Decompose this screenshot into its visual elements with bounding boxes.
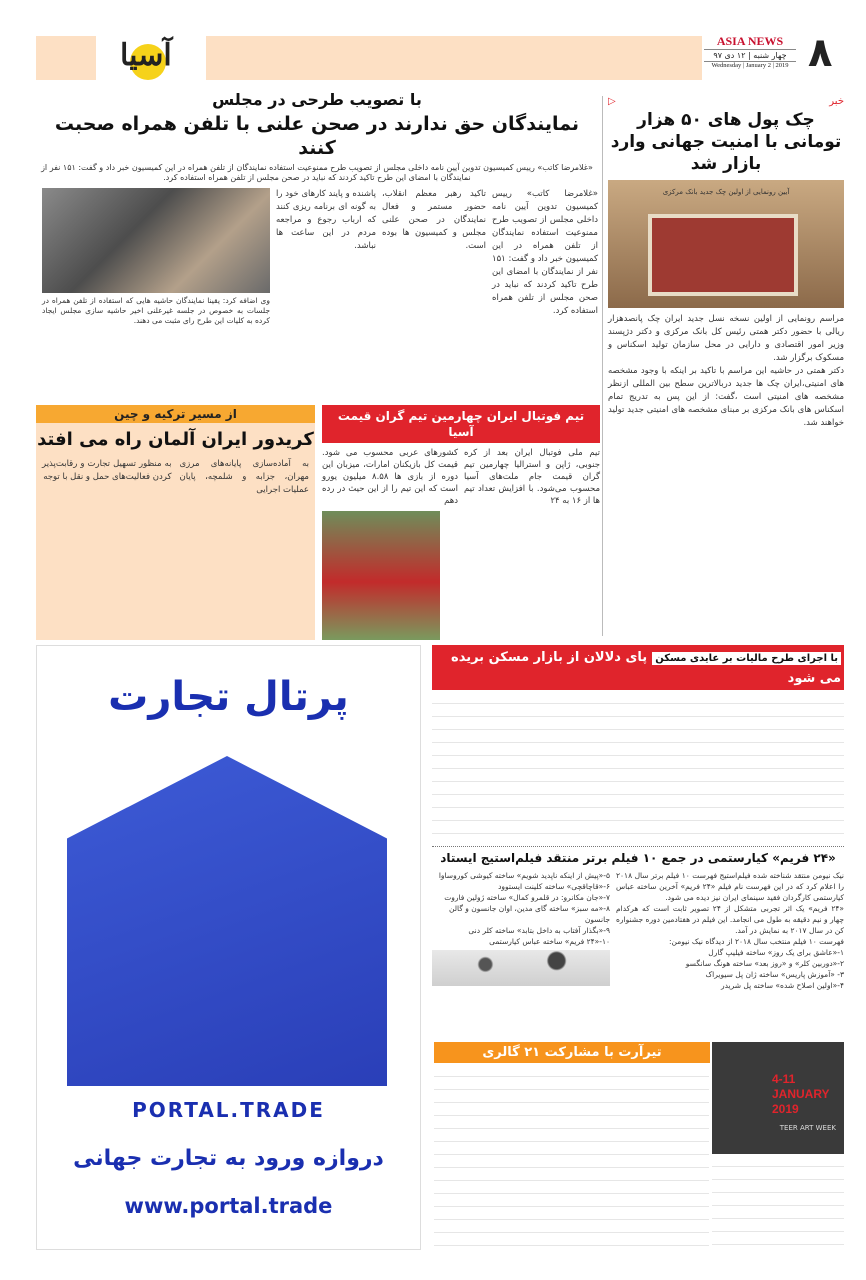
banknote-image — [648, 214, 798, 296]
play-icon: ▷ — [608, 96, 616, 107]
right-article — [608, 96, 844, 430]
right-headline: چک پول های ۵۰ هزار تومانی با امنیت جهانی وارد بازار شد — [610, 110, 842, 174]
portal-trade-ad[interactable]: پرتال تجارت PORTAL.TRADE دروازه ورود به تجارت جهانی www.portal.trade — [36, 645, 421, 1250]
gallery-body — [434, 1068, 709, 1248]
film-still-image — [432, 950, 610, 986]
film-body: نیک نیومن منتقد شناخته شده فیلم‌استیج فهرست ۱۰ فیلم برتر سال ۲۰۱۸ را اعلام کرد که در این فهرست نام فیلم «۲۴ فریم» آخرین ساخته عباس کیارستمی کارگردان فقید سینمای ایران نیز دیده می شود. «۲۴ فریم» یک اثر تجربی متشکل از ۲۴ تصویر ثابت است که هرکدام چهار و نیم دقیقه به طول می انجامد. این فیلم در هفتادمین دوره جشنواره کن در سال ۲۰۱۷ به نمایش در آمد. فهرست ۱۰ فیلم منتخب سال ۲۰۱۸ از دیدگاه نیک نیومن: ۱-«عاشق برای یک روز» ساخته فیلیپ گارل ۲-«دوربین کلر» و «روز بعد» ساخته هونگ سانگسو ۳- «آموزش پاریس» ساخته ژان پل سیویراک ۴-«اولین اصلاح شده» ساخته پل شریدر — [616, 871, 844, 990]
corridor-headline: کریدور ایران آلمان راه می افتد — [37, 429, 314, 450]
masthead: ASIA NEWS چهار شنبه | ۱۲ دی ۹۷ Wednesday | January 2 | 2019 — [704, 34, 796, 70]
main-column-3: پاشنده و پایند کارهای خود را به گونه ای برنامه ریزی کنند که ارباب رجوع و مراجعه مردم در این ساعت ها نباشد. — [276, 189, 376, 251]
corridor-kicker: از مسیر ترکیه و چین — [36, 405, 315, 423]
news-label: خبر — [829, 96, 844, 107]
film-list: ۵-«پیش از اینکه ناپدید شویم» ساخته کیوشی کوروساوا ۶-«قاچاقچی» ساخته کلینت ایستوود ۷-«جان مکانرو: در قلمرو کمال» ساخته ژولین فاروت ۸-«مه سبز» ساخته گای مدین، اوان جانسون و گالن جانسون ۹-«بگذار آفتاب به داخل بتابد» ساخته کلر دنی ۱۰-«۲۴ فریم» ساخته عباس کیارستمی — [438, 871, 610, 946]
banknote-photo: آیین رونمایی از اولین چک جدید بانک مرکزی — [608, 180, 844, 308]
housing-article — [432, 645, 844, 840]
ad-illustration — [67, 756, 387, 1086]
football-article: تیم فوتبال ایران چهارمین تیم گران قیمت آسیا تیم ملی فوتبال ایران بعد از کره جنوبی، ژاپن و استرالیا چهارمین تیم گران قیمت جام ملت‌های آسیا محسوب می‌شود. با افزایش تعداد تیم ها از ۱۶ به ۲۴ کشورهای عربی محسوب می شود. قیمت کل بازیکنان امارات، میزبان این دوره از بازی ها ۸.۵۸ میلیون یورو است که این تیم را از این حیث در رده دهم — [322, 405, 600, 640]
main-caption: وی اضافه کرد: یقینا نمایندگان حاشیه هایی که استفاده از تلفن همراه در جلسات به خصوص در جلسه غیرعلنی اخیر حاشیه سازی مجلس ایجاد کرده به کلیات این طرح رای مثبت می دهند. — [42, 296, 270, 325]
main-lead: «غلامرضا کاتب» رییس کمیسیون تدوین آیین نامه داخلی مجلس از تصویب طرح ممنوعیت استفاده نمایندگان از تلفن همراه در این کمیسیون خبر داد و گفت: ۱۵۱ نفر از نمایندگان با امضای این طرح تاکید کردند که نباید در صحن مجلس از تلفن همراه استفاده کرد. — [41, 163, 593, 182]
team-photo — [322, 511, 440, 640]
parliament-photo — [42, 188, 270, 293]
page-number: ۸ — [808, 30, 833, 76]
film-article — [432, 846, 844, 1036]
main-kicker: با تصویب طرحی در مجلس — [212, 90, 422, 109]
teer-art-poster: 4-11 JANUARY 2019 TEER ART WEEK — [712, 1042, 844, 1154]
housing-body — [432, 695, 844, 840]
housing-header — [432, 645, 844, 690]
main-article — [36, 90, 598, 402]
gallery-headline: تیرآرت با مشارکت ۲۱ گالری — [434, 1042, 710, 1063]
logo: آسیا — [100, 34, 200, 84]
gallery-body-continued — [712, 1158, 844, 1248]
corridor-article: از مسیر ترکیه و چین کریدور ایران آلمان راه می افتد به آماده‌سازی پایانه‌های مرزی مهران، جزابه و شلمچه، پایان عملیات اجرایی به منظور تسهیل تجارت و رقابت‌پذیر کردن فعالیت‌های حمل و نقل با توجه — [36, 405, 315, 640]
header-banner-left — [36, 36, 96, 80]
right-body: مراسم رونمایی از اولین نسخه نسل جدید ایران چک پانصدهزار ریالی با حضور دکتر همتی رئیس کل بانک مرکزی و دکتر دژپسند وزیر امور اقتصادی و دارایی در محل سازمان تولید اسکناس و مسکوک برگزار شد. دکتر همتی در حاشیه این مراسم با تاکید بر اینکه با وجود مشخصه های امنیتی،ایران چک ها جدید دربالاترین سطح بین المللی ازنظر مشخصه های امنیتی است ،گفت: از این پس به تدریج تمام اسکناس های بانک مرکزی بر مبنای مشخصه های امنیتی جدید تولید خواهند شد. — [608, 314, 844, 428]
housing-kicker: با اجرای طرح مالیات بر عایدی مسکن — [652, 652, 841, 665]
housing-headline: پای دلالان از بازار مسکن بریده می شود — [451, 650, 841, 686]
main-headline: نمایندگان حق ندارند در صحن علنی با تلفن همراه صحبت کنند — [54, 113, 580, 159]
main-column-2: تاکید رهبر معظم انقلاب، حضور مستمر و فعال نمایندگان در صحن علنی مجلس و کمیسیون ها بوده است. — [382, 189, 486, 251]
main-column-1: «غلامرضا کاتب» رییس کمیسیون تدوین آیین نامه داخلی مجلس از تصویب طرح ممنوعیت استفاده نمایندگان از تلفن همراه در این کمیسیون خبر داد و گفت: ۱۵۱ نفر از نمایندگان با امضای این طرح تاکید کردند که نباید در صحن مجلس از تلفن همراه استفاده کرد. — [492, 189, 598, 316]
film-headline: «۲۴ فریم» کیارستمی در جمع ۱۰ فیلم برتر منتقد فیلم‌استیج ایستاد — [440, 851, 836, 865]
football-headline: تیم فوتبال ایران چهارمین تیم گران قیمت آسیا — [322, 405, 600, 443]
header-banner-right — [206, 36, 702, 80]
